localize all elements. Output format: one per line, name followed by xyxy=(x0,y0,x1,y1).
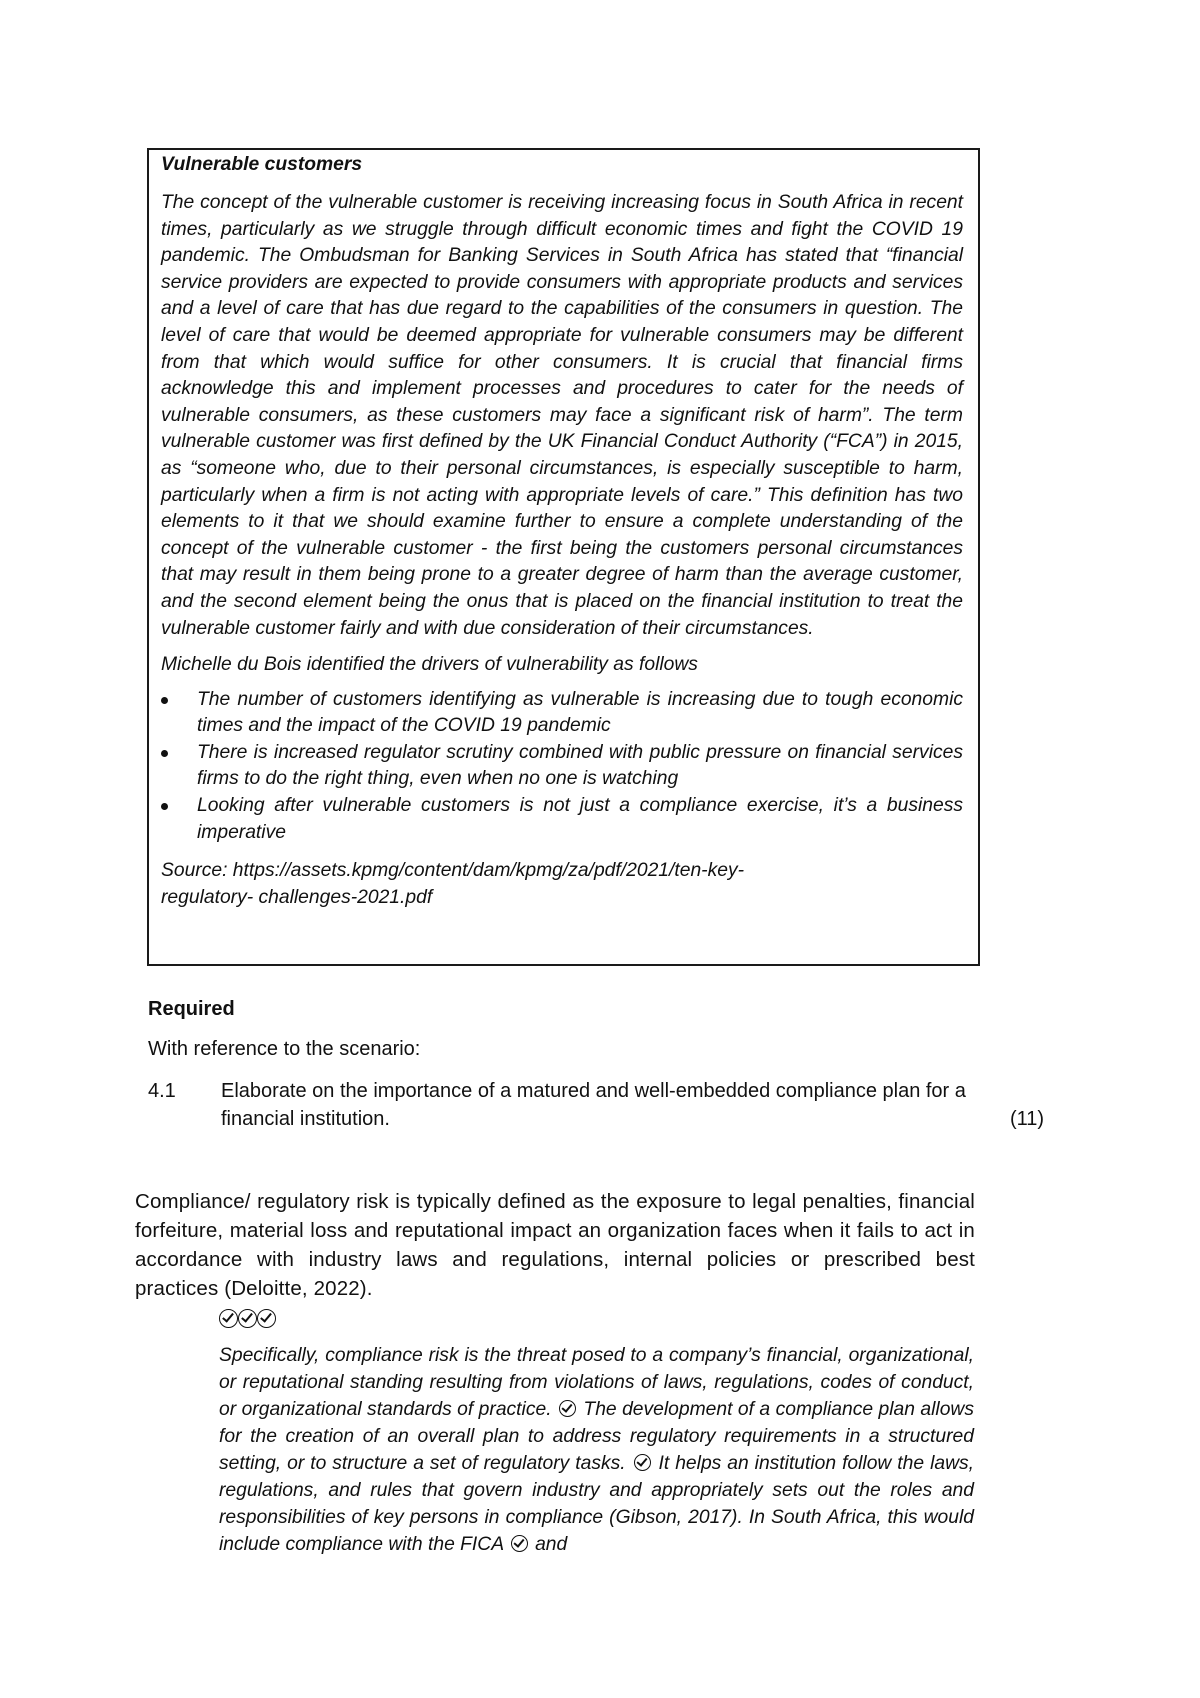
list-item-text: Looking after vulnerable customers is not just a compliance exercise, it’s a business imperative xyxy=(197,795,963,843)
bullet-icon xyxy=(161,750,168,757)
answer-text-1: Specifically, compliance risk is the threat posed to a company’s financial, organizational, or reputational standing resulting from violations of laws, regulations, codes of conduct, or organizational standards of practice. xyxy=(219,1345,974,1420)
answer-text-4: and xyxy=(535,1534,568,1555)
scenario-reference: With reference to the scenario: xyxy=(148,1038,421,1060)
source-citation xyxy=(161,858,963,911)
question-number: 4.1 xyxy=(148,1080,176,1102)
source-line-1: Source: https://assets.kpmg/content/dam/kpmg/za/pdf/2021/ten-key- xyxy=(161,860,745,882)
tick-marks xyxy=(219,1307,276,1329)
check-circle-icon xyxy=(634,1454,651,1471)
drivers-intro: Michelle du Bois identified the drivers of vulnerability as follows xyxy=(161,654,698,676)
case-study-paragraph: The concept of the vulnerable customer is receiving increasing focus in South Africa in recent times, particularly as we struggle through difficult economic times and fight the COVID 19 pandemic. The Ombudsman for Banking Services in South Africa has stated that “financial service providers are expected to provide consumers with appropriate products and services and a level of care that has due regard to the capabilities of the consumers in question. The level of care that would be deemed appropriate for vulnerable consumers may be different from that which would suffice for other consumers. It is crucial that financial firms acknowledge this and implement processes and procedures to cater for the needs of vulnerable consumers, as these customers may face a significant risk of harm”. The term vulnerable customer was first defined by the UK Financial Conduct Authority (“FCA”) in 2015, as “someone who, due to their personal circumstances, is especially susceptible to harm, particularly when a firm is not acting with appropriate levels of care.” This definition has two elements to it that we should examine further to ensure a complete understanding of the concept of the vulnerable customer - the first being the customers personal circumstances that may result in them being prone to a greater degree of harm than the average customer, and the second element being the onus that is placed on the financial institution to treat the vulnerable customer fairly and with due consideration of their circumstances. xyxy=(161,192,963,639)
answer-paragraph: Compliance/ regulatory risk is typically defined as the exposure to legal penalties, financial forfeiture, material loss and reputational impact an organization faces when it fails to act in accordance with industry laws and regulations, internal policies or prescribed best practices (Deloitte, 2022). xyxy=(135,1190,975,1300)
answer-text-3: It helps an institution follow the laws, regulations, and rules that govern industry and appropriately sets out the roles and responsibilities of key persons in compliance (Gibson, 2017). In South Africa, this would include compliance with the FICA xyxy=(219,1453,974,1555)
list-item xyxy=(161,687,963,740)
list-item-text: The number of customers identifying as vulnerable is increasing due to tough economic times and the impact of the COVID 19 pandemic xyxy=(197,688,963,737)
bullet-icon xyxy=(161,697,168,704)
question-marks: (11) xyxy=(1010,1108,1045,1130)
check-circle-icon xyxy=(257,1309,276,1328)
list-item xyxy=(161,740,963,793)
bullet-icon xyxy=(161,803,168,810)
case-study-title: Vulnerable customers xyxy=(161,154,363,175)
list-item xyxy=(161,793,963,846)
question-text: Elaborate on the importance of a matured and well-embedded compliance plan for a financial institution. xyxy=(221,1080,966,1130)
check-circle-icon xyxy=(238,1309,257,1328)
source-line-2: regulatory- challenges-2021.pdf xyxy=(161,886,433,908)
required-heading: Required xyxy=(148,998,235,1020)
answer-italic-paragraph xyxy=(219,1342,974,1558)
check-circle-icon xyxy=(219,1309,238,1328)
drivers-list xyxy=(161,687,963,847)
list-item-text: There is increased regulator scrutiny combined with public pressure on financial services firms to do the right thing, even when no one is watching xyxy=(197,741,963,790)
answer-text-2: The development of a compliance plan allows for the creation of an overall plan to address regulatory requirements in a structured setting, or to structure a set of regulatory tasks. xyxy=(219,1399,974,1474)
case-study-box xyxy=(147,148,980,966)
check-circle-icon xyxy=(511,1535,528,1552)
check-circle-icon xyxy=(559,1400,576,1417)
